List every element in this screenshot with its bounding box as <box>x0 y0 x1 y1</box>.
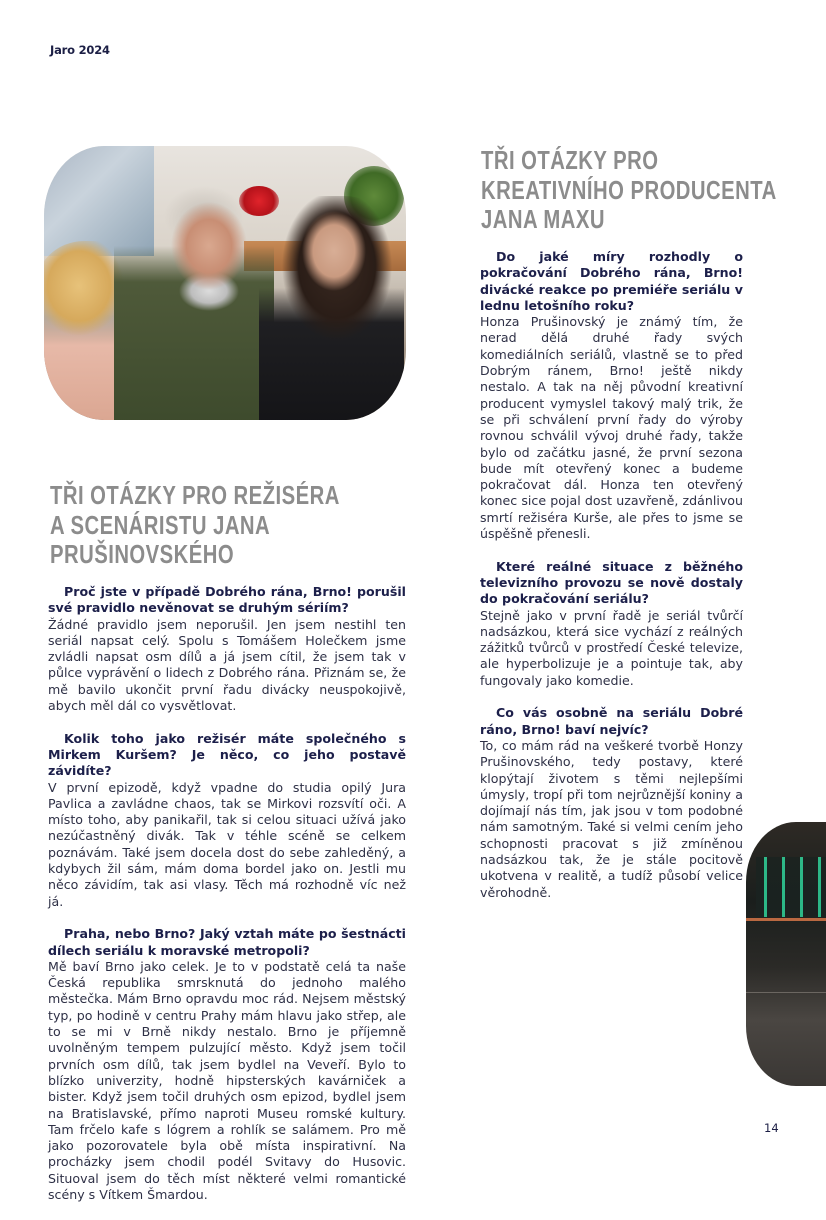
photo-detail-floor <box>746 992 826 993</box>
question: Co vás osobně na seriálu Dobré ráno, Brno! baví nejvíc? <box>480 705 743 737</box>
question: Proč jste v případě Dobrého rána, Brno! porušil své pravidlo nevěnovat se druhým sériím? <box>48 584 406 616</box>
photo-person-middle <box>114 186 274 420</box>
qa-item <box>480 559 743 689</box>
qa-item <box>480 249 743 542</box>
heading-line: PRUŠINOVSKÉHO <box>50 539 235 569</box>
photo-detail-orange-stripe <box>746 918 826 921</box>
director-interview-column <box>48 584 406 1220</box>
qa-item <box>48 926 406 1203</box>
heading-line: KREATIVNÍHO PRODUCENTA <box>481 174 777 205</box>
issue-label: Jaro 2024 <box>50 43 110 57</box>
question: Kolik toho jako režisér máte společného s Mirkem Kuršem? Je něco, co jeho postavě závidíte? <box>48 730 406 779</box>
heading-line: TŘI OTÁZKY PRO REŽISÉRA <box>50 480 340 510</box>
photo-person-right <box>259 196 404 420</box>
page-number: 14 <box>764 1121 779 1135</box>
edge-photo <box>746 822 826 1086</box>
question: Do jaké míry rozhodly o pokračování Dobrého rána, Brno! divácké reakce po premiéře seriálu v lednu letošního roku? <box>480 249 743 313</box>
qa-item <box>480 705 743 901</box>
heading-line: TŘI OTÁZKY PRO <box>481 145 659 175</box>
photo-detail-green-lights <box>756 857 826 917</box>
director-section-heading <box>50 481 340 570</box>
qa-item <box>48 584 406 714</box>
qa-item <box>48 731 406 910</box>
answer: Žádné pravidlo jsem neporušil. Jen jsem nestihl ten seriál napsat celý. Spolu s Tomášem Holečkem jsme zvládli napsat osm dílů a já jsem cítil, že jsem tak v půlce vyprávění o lidech z Dobrého rána. Přiznám se, že mě bavilo ukončit první řadu divácky neuspokojivě, abych měl dál co vysvětlovat. <box>48 616 406 714</box>
heading-line: JANA MAXU <box>481 204 606 234</box>
main-photo <box>44 146 406 420</box>
answer: V první epizodě, když vpadne do studia opilý Jura Pavlica a zavládne chaos, tak se Mirkovi rozsvítí oči. A místo toho, aby panikařil, tak si celou situaci užívá jako nezúčastněný divák. Tak v téhle scéně se celkem poznávám. Také jsem docela dost do sebe zahleděný, a kdybych žil sám, mám doma bordel jako on. Jestli mu něco závidím, tak asi vlasy. Těch má rozhodně víc než já. <box>48 779 406 909</box>
producer-interview-column <box>480 249 743 917</box>
answer: To, co mám rád na veškeré tvorbě Honzy Prušinovského, tedy postavy, které klopýtají životem s těmi nejlepšími úmysly, tropí při tom nejrůznější koniny a dojímají nás tím, jak jsou v tom podobné nám samotným. Také si velmi cením jeho schopnosti pracovat s již zmíněnou nadsázkou tak, že je stále pocitově ukotvena v realitě, a tudíž působí velice věrohodně. <box>480 737 743 900</box>
answer: Mě baví Brno jako celek. Je to v podstatě celá ta naše Česká republika smrsknutá do jednoho malého městečka. Mám Brno opravdu moc rád. Nejsem městský typ, po hodině v centru Prahy mám hlavu jako střep, ale to se mi v Brně nikdy nestalo. Brno je příjemně uvolněným tempem pulzující město. Když jsem točil prvních osm dílů, tak jsem bydlel na Veveří. Bylo to blízko univerzity, hodně hipsterských kavárniček a bister. Když jsem točil druhých osm epizod, bydlel jsem na Bratislavské, přímo naproti Museu romské kultury. Tam frčelo kafe s lógrem a rohlík se salámem. Pro mě jako pozorovatele byla obě místa inspirativní. Na procházky jsem chodil podél Svitavy do Husovic. Situoval jsem do těch míst některé velmi romantické scény s Vítkem Šmardou. <box>48 958 406 1202</box>
question: Které reálné situace z běžného televizního provozu se nově dostaly do pokračování seriálu? <box>480 558 743 607</box>
question: Praha, nebo Brno? Jaký vztah máte po šestnácti dílech seriálu k moravské metropoli? <box>48 926 406 958</box>
answer: Stejně jako v první řadě je seriál tvůrčí nadsázkou, která sice vychází z reálných zážitků tvůrců v prostředí České televize, ale hyperbolizuje je a pointuje tak, aby fungovaly jako komedie. <box>480 607 743 688</box>
producer-section-heading <box>481 146 777 235</box>
heading-line: A SCENÁRISTU JANA <box>50 509 271 540</box>
answer: Honza Prušinovský je známý tím, že nerad dělá druhé řady svých komediálních seriálů, vlastně se to před Dobrým ránem, Brno! ještě nikdy nestalo. A tak na něj původní kreativní producent vymyslel takový malý trik, že se při schválení první řady do výroby rovnou schválil vývoj druhé řady, takže bylo od začátku jasné, že první sezona bude mít otevřený konec a budeme pokračovat dál. Honza ten otevřený konec sice pojal dost uzavřeně, zdánlivou smrtí režiséra Kurše, ale přes to jsme se úspěšně přenesli. <box>480 314 743 542</box>
